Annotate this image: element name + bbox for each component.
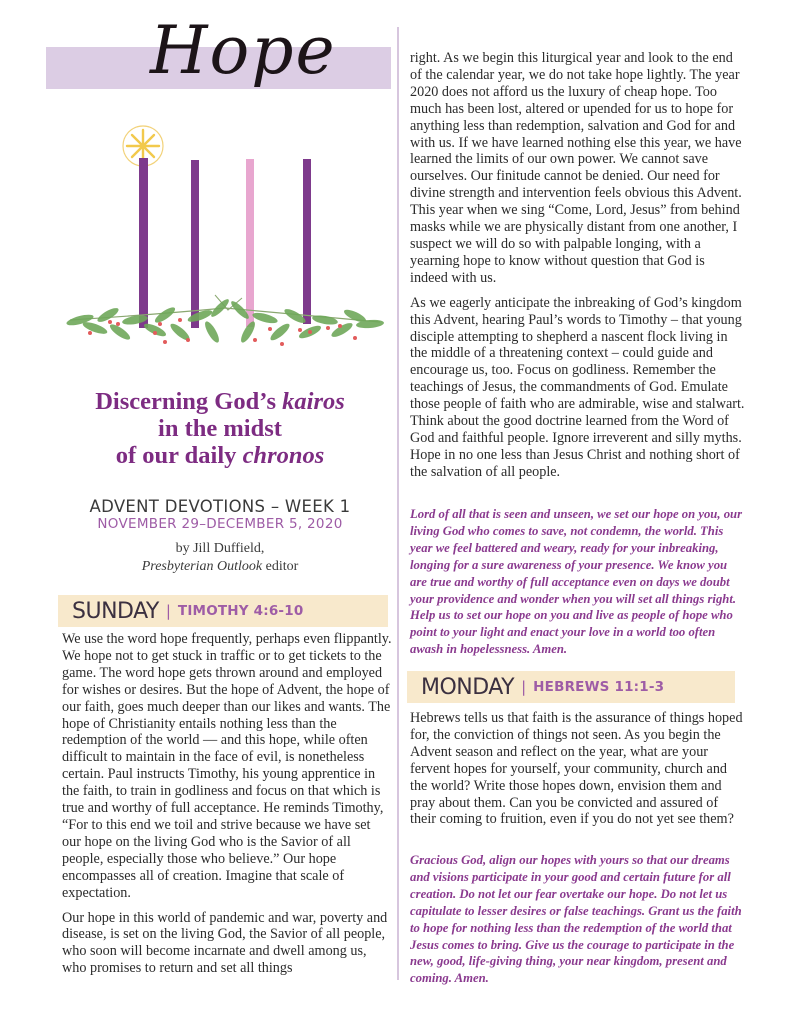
- subtitle-line-1: Discerning God’s: [95, 388, 283, 415]
- heading-separator: |: [165, 602, 171, 620]
- subtitle-kairos: kairos: [282, 388, 345, 415]
- scripture-reference: HEBREWS 11:1-3: [533, 679, 665, 695]
- monday-body: [410, 710, 745, 836]
- column-divider: [397, 27, 399, 980]
- candle-1: [139, 158, 148, 328]
- candle-2: [191, 160, 199, 328]
- day-name: MONDAY: [421, 674, 515, 700]
- day-name: SUNDAY: [72, 598, 159, 624]
- candle-4: [303, 159, 311, 324]
- heading-separator: |: [521, 678, 527, 696]
- paragraph: right. As we begin this liturgical year and look to the end of the calendar year, we do not take hope lightly. The year 2020 does not afford us the luxury of cheap hope. Too much has been lost, altered or upended for us to hope for anything less than redemption, salvation and God for and with us. If we have learned nothing else this year, we have learned the limits of our own power. We cannot save ourselves. Our finitude cannot be denied. Our need for divine strength and intervention feels obvious this Advent. This year when we sing “Come, Lord, Jesus” from behind masks while we are physically distant from one another, I suspect we will do so with palpable longing, with a yearning hope to know without question that God is indeed with us.: [410, 50, 742, 286]
- date-range: NOVEMBER 29–DECEMBER 5, 2020: [97, 516, 343, 532]
- greenery-garland: [65, 295, 384, 346]
- candle-3: [246, 159, 254, 327]
- page-title: Hope: [150, 12, 337, 89]
- subtitle-line-3: of our daily: [115, 442, 243, 469]
- byline-role: editor: [262, 559, 299, 574]
- byline-publication: Presbyterian Outlook: [141, 559, 263, 574]
- sunday-body-continued: [410, 50, 745, 489]
- advent-wreath-illustration: [60, 120, 390, 370]
- sunday-heading: [58, 595, 388, 627]
- series-title: ADVENT DEVOTIONS – WEEK 1: [89, 497, 351, 516]
- subtitle-line-2: in the midst: [158, 415, 282, 442]
- byline: [40, 540, 400, 576]
- sunday-prayer: Lord of all that is seen and unseen, we set our hope on you, our living God who comes to save, not condemn, the world. This year we feel battered and weary, ready for your inbreaking, longing for a sure awareness of your presence. We know you are true and worthy of full acceptance even on days we doubt your providence and wonder when you will set all things right. Help us to set our hope on you and live as people of hope who point to your light and enact your love in a world too often awash in hopelessness. Amen.: [410, 507, 743, 657]
- monday-prayer: Gracious God, align our hopes with yours so that our dreams and visions participate in your good and certain future for all creation. Do not let our fear overtake our hope. Do not let us capitulate to lesser desires or false teachings. Grant us the faith to hope for nothing less than the redemption of the world that Jesus comes to bring. Give us the courage to participate in the new, good, life-giving thing, your near kingdom, present and coming. Amen.: [410, 853, 742, 986]
- byline-author: by Jill Duffield,: [175, 541, 265, 556]
- sunday-body: [62, 631, 392, 985]
- paragraph: As we eagerly anticipate the inbreaking of God’s kingdom this Advent, hearing Paul’s words to Timothy – that young disciple attempting to shepherd a nascent flock living in the middle of a threatening context – could guide and encourage us, too. Focus on godliness. Remember the teachings of Jesus, the commandments of God. Emulate those people of faith who are admirable, wise and stalwart. Think about the good doctrine learned from the Word of God and faithful people. Ignore irreverent and silly myths. Hope in no one less than Jesus Christ and nothing short of the salvation of all people.: [410, 294, 745, 480]
- paragraph: Our hope in this world of pandemic and war, poverty and disease, is set on the living God, the Savior of all people, who soon will become incarnate and dwell among us, who promises to return and set all things: [62, 909, 388, 977]
- subtitle: [40, 388, 400, 469]
- monday-heading: [407, 671, 735, 703]
- scripture-reference: TIMOTHY 4:6-10: [177, 603, 304, 619]
- paragraph: We use the word hope frequently, perhaps even flippantly. We hope not to get stuck in traffic or to get tickets to the game. The word hope gets thrown around and employed for wishes or desires. But the hope of Advent, the hope of our faith, goes much deeper than our likes and wants. The hope of Christianity entails nothing less than the redemption of the world — and this hope, while often difficult to maintain in the face of evil, is nonetheless certain. Paul instructs Timothy, his young apprentice in the faith, to train in godliness and focus on that which is true and worthy of full acceptance. He reminds Timothy, “For to this end we toil and strive because we have set our hope on the living God who is the Savior of all people, especially those who believe.” Our hope encompasses all of creation. Imagine that scale of expectation.: [62, 631, 392, 901]
- paragraph: Hebrews tells us that faith is the assurance of things hoped for, the conviction of things not seen. As you begin the Advent season and reflect on the year, what are your fervent hopes for yourself, your community, church and the world? Write those hopes down, envision them and pray about them. Can you be convicted and assured of their coming to fruition, even if you do not yet see them?: [410, 710, 743, 828]
- subtitle-chronos: chronos: [242, 442, 325, 469]
